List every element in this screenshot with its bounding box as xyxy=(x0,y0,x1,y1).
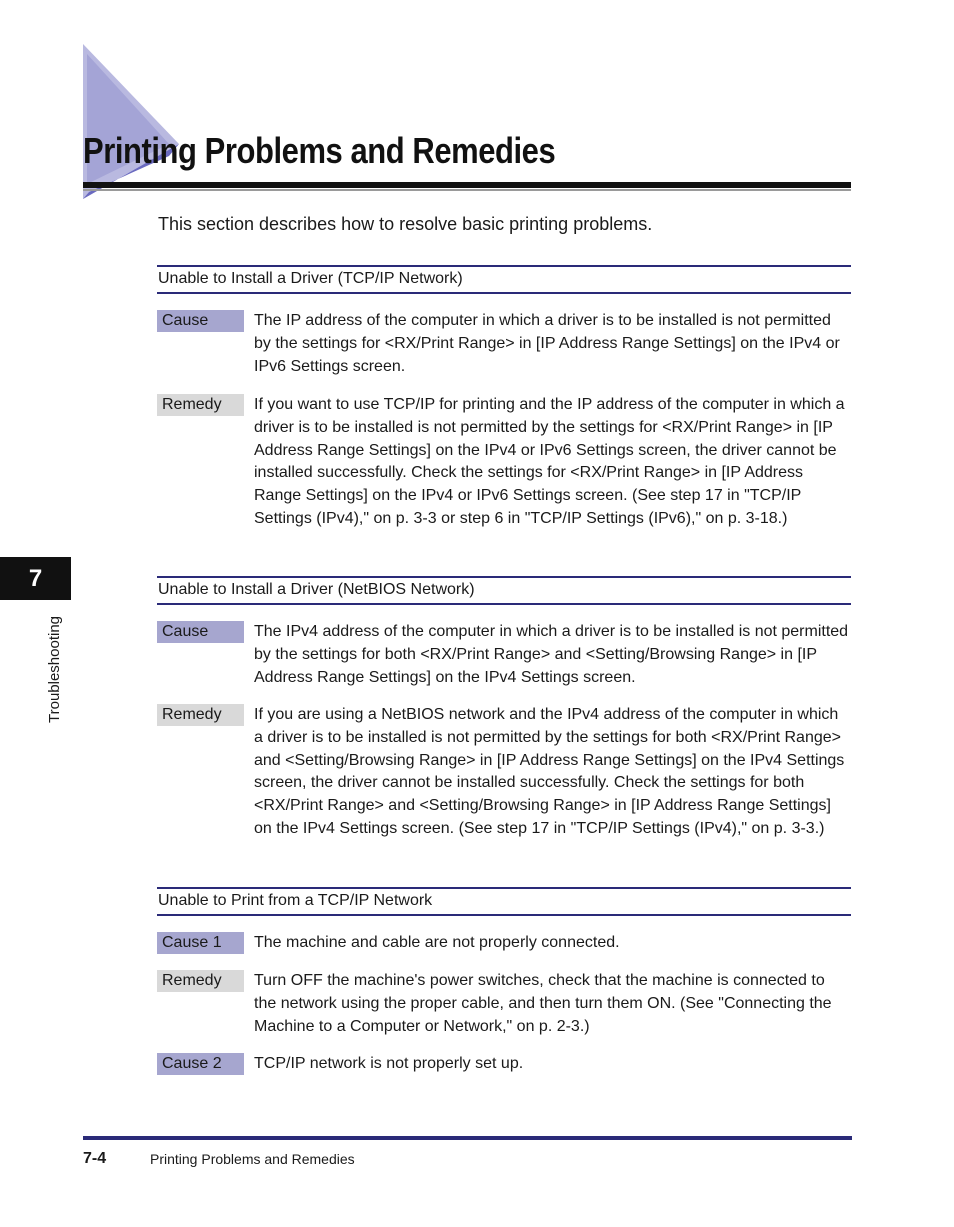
remedy-text: If you want to use TCP/IP for printing and the IP address of the computer in which a driver is to be installed is not permitted by the settings for <RX/Print Range> in [IP Address Range Settings] on the IPv4 or IPv6 Settings screen, the driver cannot be installed successfully. Check the settings for <RX/Print Range> in [IP Address Range Settings] on the IPv4 or IPv6 Settings screen. (See step 17 in "TCP/IP Settings (IPv4)," on p. 3-3 or step 6 in "TCP/IP Settings (IPv6)," on p. 3-18.) xyxy=(254,396,845,527)
page-number: 7-4 xyxy=(83,1150,107,1167)
cause-label: Cause 2 xyxy=(157,1053,244,1075)
remedy-entry xyxy=(157,394,851,531)
cause-label: Cause xyxy=(157,310,244,332)
corner-triangle-decoration xyxy=(83,44,193,204)
remedy-label: Remedy xyxy=(157,394,244,416)
remedy-text: Turn OFF the machine's power switches, check that the machine is connected to the network using the proper cable, and then turn them ON. (See "Connecting the Machine to a Computer or Network," on p. 2-3.) xyxy=(254,972,832,1035)
remedy-label: Remedy xyxy=(157,704,244,726)
cause-text: The IP address of the computer in which a driver is to be installed is not permitted by the settings for <RX/Print Range> in [IP Address Range Settings] on the IPv4 or IPv6 Settings screen. xyxy=(254,312,840,375)
cause-entry xyxy=(157,1053,851,1076)
cause-text: The machine and cable are not properly connected. xyxy=(254,934,620,951)
footer-rule xyxy=(83,1136,852,1140)
cause-label: Cause 1 xyxy=(157,932,244,954)
cause-label: Cause xyxy=(157,621,244,643)
cause-entry xyxy=(157,621,851,689)
section-heading-text: Unable to Print from a TCP/IP Network xyxy=(158,892,433,909)
intro-text: This section describes how to resolve basic printing problems. xyxy=(158,214,653,234)
section-heading xyxy=(157,265,851,294)
footer-title: Printing Problems and Remedies xyxy=(150,1151,355,1167)
section-heading xyxy=(157,576,851,605)
chapter-tab: 7 xyxy=(0,557,71,600)
cause-text: The IPv4 address of the computer in which a driver is to be installed is not permitted by the settings for both <RX/Print Range> and <Setting/Browsing Range> in [IP Address Range Settings] on the IPv4 Settings screen. xyxy=(254,623,849,686)
page-title: Printing Problems and Remedies xyxy=(83,130,556,171)
cause-text: TCP/IP network is not properly set up. xyxy=(254,1055,524,1072)
section-heading-text: Unable to Install a Driver (NetBIOS Network) xyxy=(158,581,475,598)
remedy-entry xyxy=(157,970,851,1038)
cause-entry xyxy=(157,310,851,378)
remedy-entry xyxy=(157,704,851,841)
title-rule xyxy=(83,182,851,188)
remedy-text: If you are using a NetBIOS network and the IPv4 address of the computer in which a driver is to be installed is not permitted by the settings for both <RX/Print Range> and <Setting/Browsing Range> in [IP Address Range Settings] on the IPv4 Settings screen, the driver cannot be installed successfully. Check the settings for both <RX/Print Range> and <Setting/Browsing Range> in [IP Address Range Settings] on the IPv4 Settings screen. (See step 17 in "TCP/IP Settings (IPv4)," on p. 3-3.) xyxy=(254,706,845,837)
chapter-label: Troubleshooting xyxy=(46,615,63,723)
section-heading-text: Unable to Install a Driver (TCP/IP Network) xyxy=(158,270,463,287)
remedy-label: Remedy xyxy=(157,970,244,992)
section-heading xyxy=(157,887,851,916)
title-rule-shadow xyxy=(83,189,851,191)
cause-entry xyxy=(157,932,851,955)
